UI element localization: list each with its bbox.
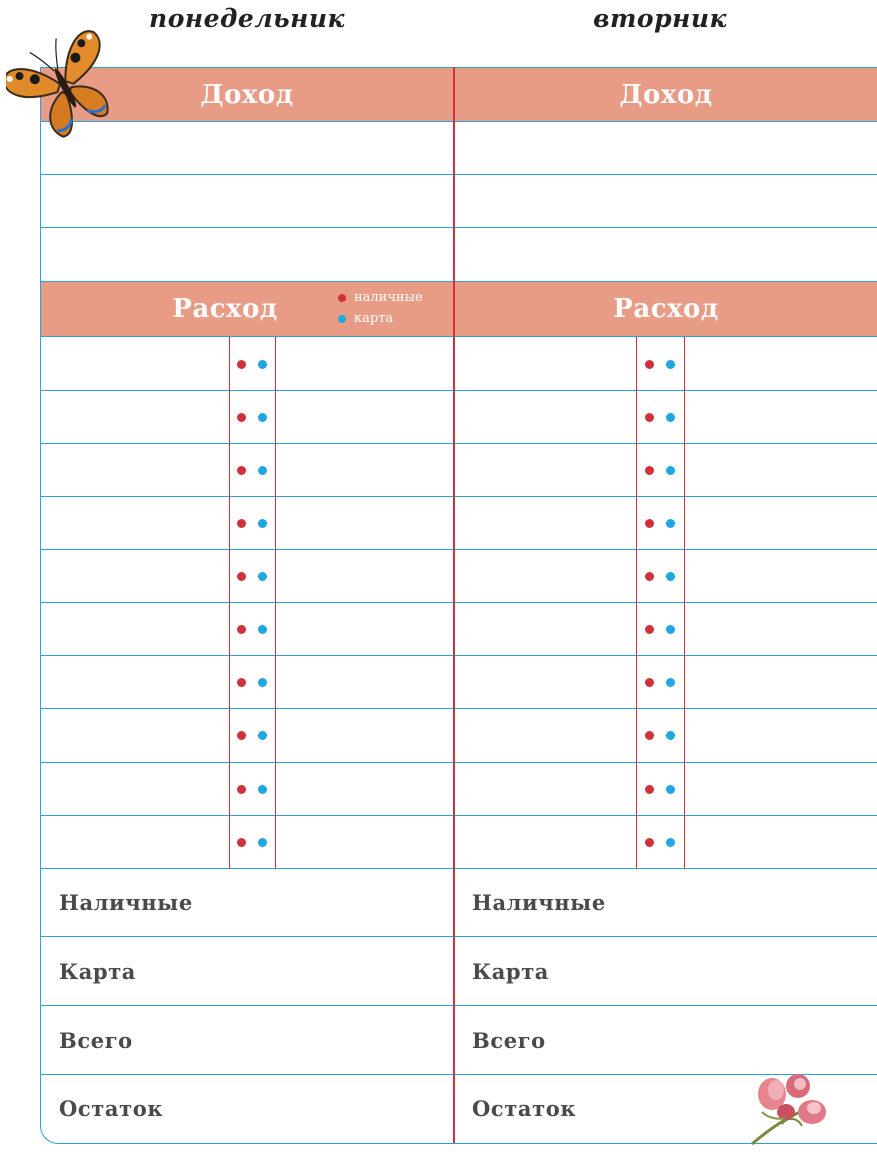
payment-column-right-border xyxy=(275,337,276,869)
expense-row-line xyxy=(40,549,877,550)
summary-cash-label: Наличные xyxy=(59,890,193,915)
butterfly-icon xyxy=(6,22,124,152)
card-dot-icon xyxy=(258,785,267,794)
summary-total-label: Всего xyxy=(59,1028,133,1053)
summary-card-label: Карта xyxy=(59,959,137,984)
expense-row-line xyxy=(40,815,877,816)
income-header-right xyxy=(455,68,877,122)
cash-dot-icon xyxy=(645,466,654,475)
cash-dot-icon xyxy=(645,785,654,794)
payment-column-left-border xyxy=(229,337,230,869)
summary-balance-label: Остаток xyxy=(472,1096,577,1121)
card-dot-icon xyxy=(666,731,675,740)
cash-dot-icon xyxy=(237,572,246,581)
income-row-line xyxy=(40,121,877,122)
cash-dot-icon xyxy=(237,731,246,740)
card-dot-icon xyxy=(258,731,267,740)
summary-row-line xyxy=(40,1005,877,1006)
cash-dot-icon xyxy=(645,838,654,847)
card-dot-icon xyxy=(258,678,267,687)
summary-total-label: Всего xyxy=(472,1028,546,1053)
page-frame xyxy=(40,67,877,1144)
card-dot-icon xyxy=(258,625,267,634)
cash-dot-icon xyxy=(237,838,246,847)
card-dot-icon xyxy=(338,315,346,323)
legend-card xyxy=(338,309,423,330)
cash-dot-icon xyxy=(338,294,346,302)
expense-row-line xyxy=(40,336,877,337)
center-divider xyxy=(453,67,455,1143)
income-label: Доход xyxy=(200,80,294,110)
expense-label: Расход xyxy=(172,294,278,324)
day-title-tuesday: вторник xyxy=(593,4,727,33)
expense-row-line xyxy=(40,655,877,656)
card-dot-icon xyxy=(666,519,675,528)
income-row-line xyxy=(40,227,877,228)
expense-row-line xyxy=(40,762,877,763)
cash-dot-icon xyxy=(237,519,246,528)
card-dot-icon xyxy=(258,572,267,581)
cash-dot-icon xyxy=(237,785,246,794)
legend-cash-label: наличные xyxy=(354,290,423,305)
cash-dot-icon xyxy=(645,731,654,740)
card-dot-icon xyxy=(666,785,675,794)
expense-label: Расход xyxy=(613,294,719,324)
card-dot-icon xyxy=(258,519,267,528)
card-dot-icon xyxy=(258,466,267,475)
card-dot-icon xyxy=(258,838,267,847)
cash-dot-icon xyxy=(645,678,654,687)
card-dot-icon xyxy=(666,413,675,422)
cash-dot-icon xyxy=(645,360,654,369)
card-dot-icon xyxy=(666,678,675,687)
legend-card-label: карта xyxy=(354,311,394,326)
card-dot-icon xyxy=(258,360,267,369)
cash-dot-icon xyxy=(645,572,654,581)
card-dot-icon xyxy=(666,360,675,369)
expense-row-line xyxy=(40,496,877,497)
cash-dot-icon xyxy=(237,360,246,369)
cash-dot-icon xyxy=(645,413,654,422)
summary-balance-label: Остаток xyxy=(59,1096,164,1121)
expense-row-line xyxy=(40,708,877,709)
income-row-line xyxy=(40,174,877,175)
expense-header-right xyxy=(455,282,877,336)
card-dot-icon xyxy=(258,413,267,422)
card-dot-icon xyxy=(666,572,675,581)
card-dot-icon xyxy=(666,838,675,847)
cash-dot-icon xyxy=(237,625,246,634)
flower-icon xyxy=(742,1072,838,1150)
card-dot-icon xyxy=(666,466,675,475)
summary-card-label: Карта xyxy=(472,959,550,984)
income-label: Доход xyxy=(619,80,713,110)
cash-dot-icon xyxy=(645,625,654,634)
day-title-monday: понедельник xyxy=(149,4,345,33)
cash-dot-icon xyxy=(237,678,246,687)
cash-dot-icon xyxy=(645,519,654,528)
card-dot-icon xyxy=(666,625,675,634)
cash-dot-icon xyxy=(237,466,246,475)
cash-dot-icon xyxy=(237,413,246,422)
expense-row-line xyxy=(40,868,877,869)
payment-column-right-border xyxy=(684,337,685,869)
summary-row-line xyxy=(40,936,877,937)
payment-column-left-border xyxy=(636,337,637,869)
summary-cash-label: Наличные xyxy=(472,890,606,915)
legend-cash xyxy=(338,288,423,309)
expense-row-line xyxy=(40,602,877,603)
payment-legend xyxy=(338,288,423,330)
expense-row-line xyxy=(40,443,877,444)
expense-row-line xyxy=(40,390,877,391)
